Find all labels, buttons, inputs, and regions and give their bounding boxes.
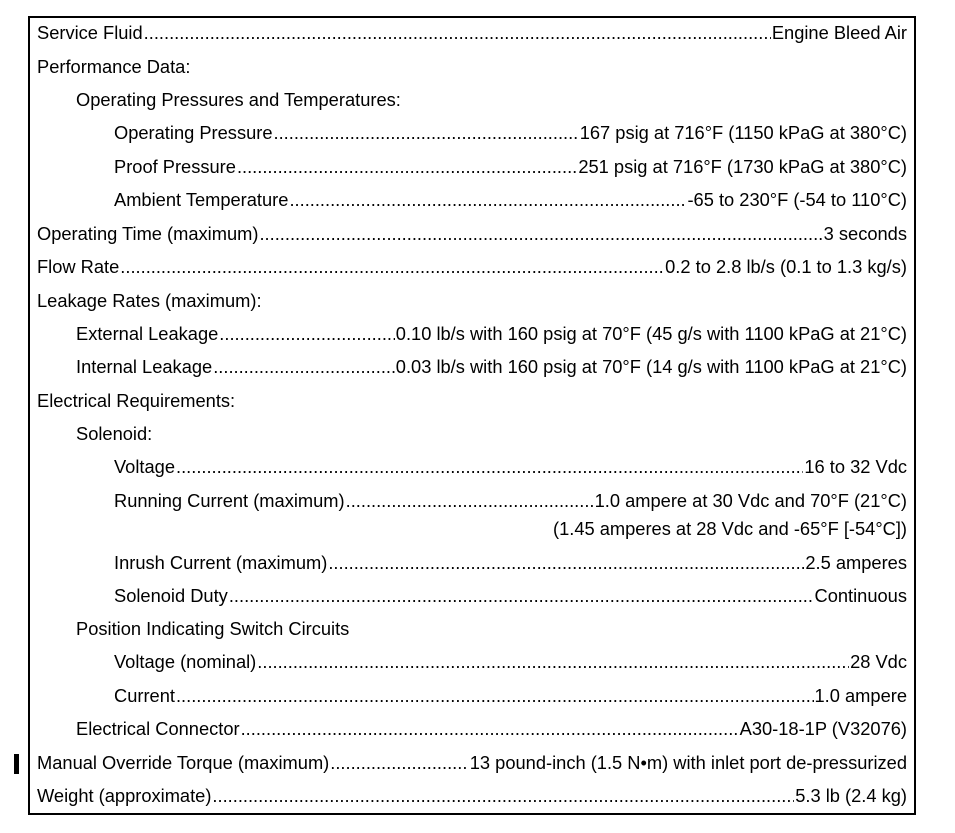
- dot-leader: [176, 455, 803, 479]
- dot-leader: [229, 584, 814, 608]
- spec-row-external-leakage: [76, 322, 907, 346]
- spec-label: Inrush Current (maximum): [114, 552, 328, 573]
- spec-label: Electrical Connector: [76, 718, 240, 739]
- dot-leader: [144, 21, 771, 45]
- spec-label: Voltage: [114, 456, 175, 477]
- revision-change-bar: [14, 754, 19, 774]
- spec-label: Ambient Temperature: [114, 189, 289, 210]
- spec-row-operating-pressure: [114, 121, 907, 145]
- spec-label: Proof Pressure: [114, 156, 236, 177]
- spec-row-solenoid-duty: [114, 584, 907, 608]
- spec-row-weight: [37, 784, 907, 808]
- dot-leader: [289, 188, 686, 212]
- spec-value: 5.3 lb (2.4 kg): [795, 785, 907, 806]
- subsection-heading-operating-pressures: Operating Pressures and Temperatures:: [76, 89, 401, 110]
- spec-row-ambient-temperature: [114, 188, 907, 212]
- dot-leader: [257, 650, 849, 674]
- subsection-heading-position-switch: Position Indicating Switch Circuits: [76, 618, 350, 639]
- dot-leader: [219, 322, 395, 346]
- spec-label: Operating Pressure: [114, 122, 273, 143]
- spec-value: 251 psig at 716°F (1730 kPaG at 380°C): [578, 156, 907, 177]
- dot-leader: [259, 222, 822, 246]
- spec-value: 0.10 lb/s with 160 psig at 70°F (45 g/s with 1100 kPaG at 21°C): [395, 323, 907, 344]
- spec-value: 167 psig at 716°F (1150 kPaG at 380°C): [579, 122, 907, 143]
- spec-value: 16 to 32 Vdc: [804, 456, 907, 477]
- spec-label: Manual Override Torque (maximum): [37, 752, 330, 773]
- dot-leader: [241, 717, 739, 741]
- spec-value: 3 seconds: [823, 223, 907, 244]
- spec-row-switch-current: [114, 684, 907, 708]
- spec-value: Engine Bleed Air: [771, 22, 907, 43]
- spec-value: 2.5 amperes: [805, 552, 907, 573]
- spec-row-electrical-connector: [76, 717, 907, 741]
- section-heading-performance-data: Performance Data:: [37, 56, 191, 77]
- spec-label: Solenoid Duty: [114, 585, 228, 606]
- spec-value: A30-18-1P (V32076): [739, 718, 907, 739]
- spec-label: Voltage (nominal): [114, 651, 257, 672]
- spec-row-running-current: [114, 489, 907, 513]
- spec-value: -65 to 230°F (-54 to 110°C): [687, 189, 907, 210]
- dot-leader: [237, 155, 577, 179]
- spec-value: 1.0 ampere: [814, 685, 907, 706]
- subsection-heading-solenoid: Solenoid:: [76, 423, 153, 444]
- spec-label: External Leakage: [76, 323, 219, 344]
- dot-leader: [176, 684, 814, 708]
- spec-label: Current: [114, 685, 175, 706]
- spec-value: 0.03 lb/s with 160 psig at 70°F (14 g/s with 1100 kPaG at 21°C): [395, 356, 907, 377]
- section-heading-electrical-requirements: Electrical Requirements:: [37, 390, 236, 411]
- dot-leader: [330, 751, 469, 775]
- spec-row-internal-leakage: [76, 355, 907, 379]
- dot-leader: [213, 355, 395, 379]
- spec-row-inrush-current: [114, 551, 907, 575]
- spec-label: Operating Time (maximum): [37, 223, 259, 244]
- spec-label: Running Current (maximum): [114, 490, 345, 511]
- dot-leader: [212, 784, 794, 808]
- dot-leader: [346, 489, 594, 513]
- spec-value-continuation: (1.45 amperes at 28 Vdc and -65°F [-54°C]): [552, 518, 907, 539]
- spec-row-proof-pressure: [114, 155, 907, 179]
- spec-row-manual-override-torque: [37, 751, 907, 775]
- spec-value: 0.2 to 2.8 lb/s (0.1 to 1.3 kg/s): [665, 256, 907, 277]
- dot-leader: [274, 121, 579, 145]
- spec-row-flow-rate: [37, 255, 907, 279]
- spec-row-solenoid-voltage: [114, 455, 907, 479]
- spec-label: Service Fluid: [37, 22, 143, 43]
- section-heading-leakage-rates: Leakage Rates (maximum):: [37, 290, 262, 311]
- spec-value: Continuous: [814, 585, 907, 606]
- spec-label: Flow Rate: [37, 256, 120, 277]
- spec-value: 28 Vdc: [850, 651, 907, 672]
- spec-row-service-fluid: [37, 21, 907, 45]
- spec-value: 13 pound-inch (1.5 N•m) with inlet port de-pressurized: [469, 752, 907, 773]
- spec-value: 1.0 ampere at 30 Vdc and 70°F (21°C): [594, 490, 907, 511]
- spec-label: Internal Leakage: [76, 356, 213, 377]
- dot-leader: [120, 255, 664, 279]
- spec-label: Weight (approximate): [37, 785, 212, 806]
- spec-row-operating-time: [37, 222, 907, 246]
- dot-leader: [328, 551, 804, 575]
- spec-row-switch-voltage: [114, 650, 907, 674]
